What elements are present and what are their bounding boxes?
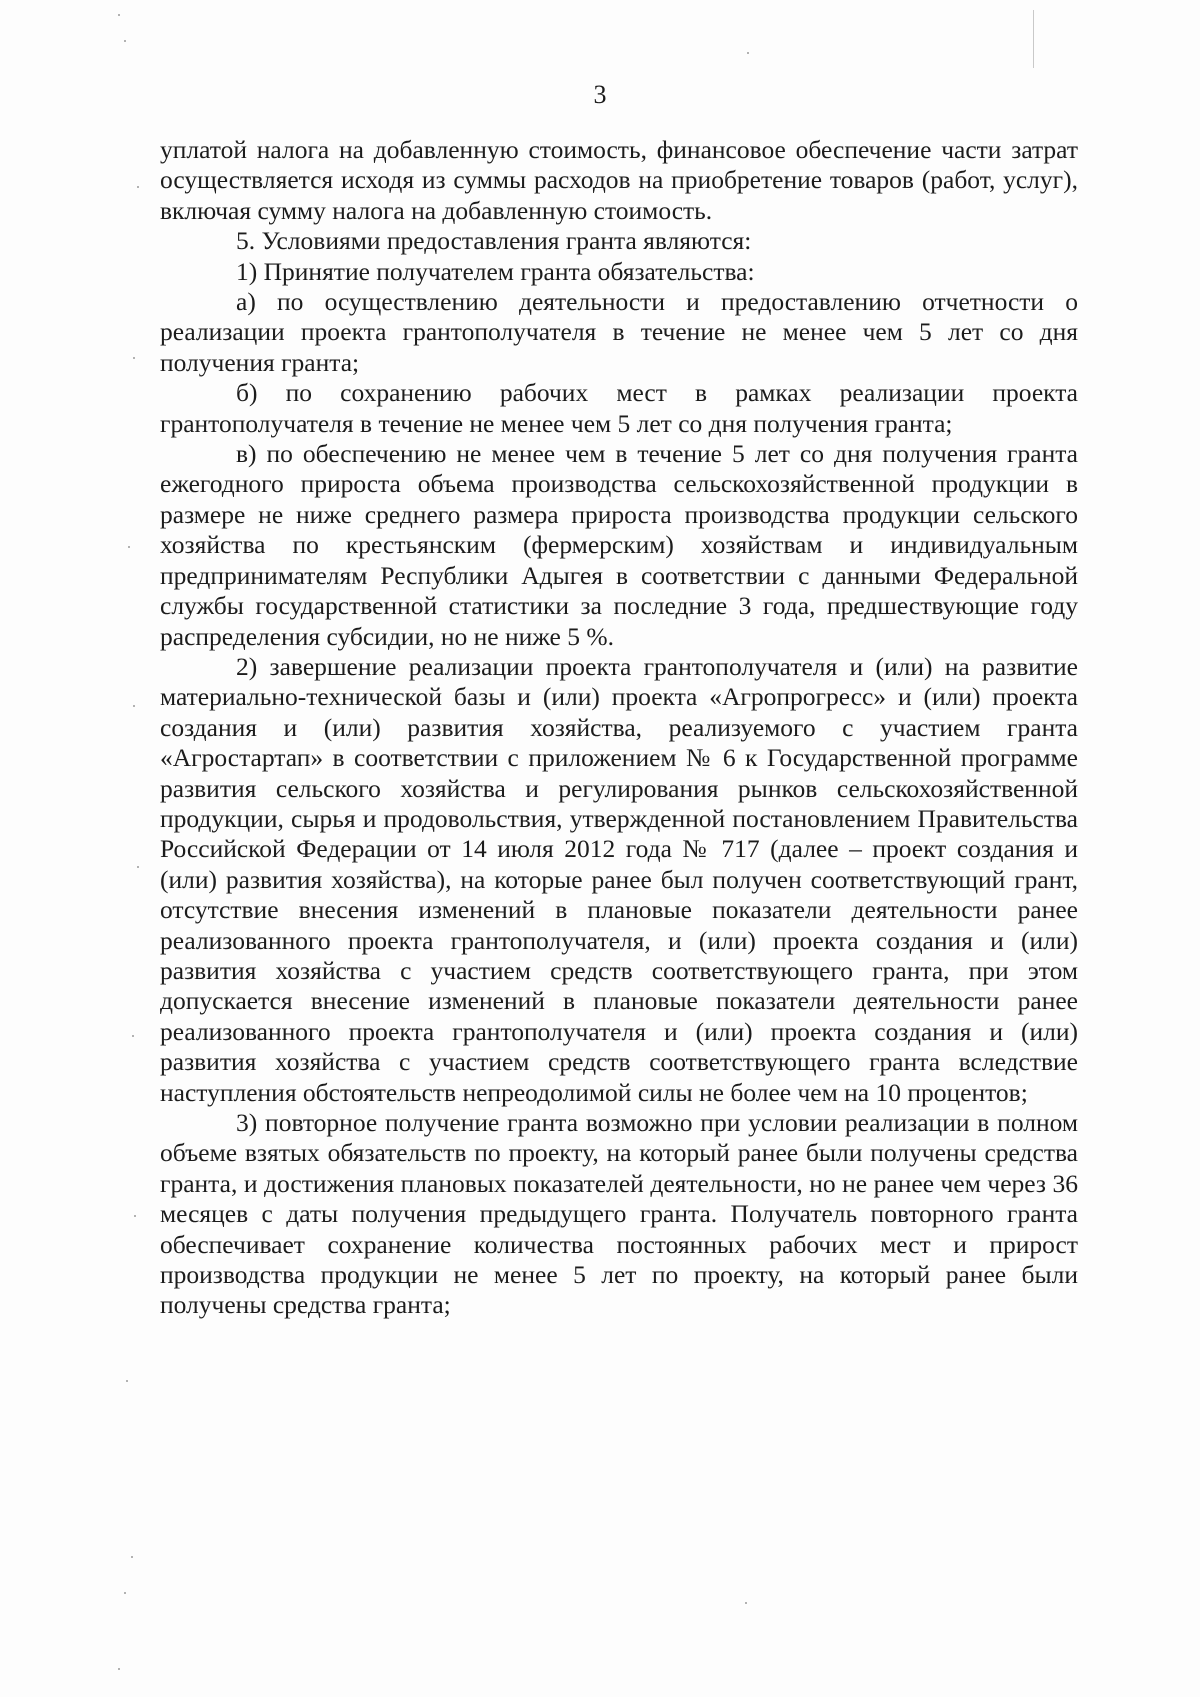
scan-speck [118, 14, 120, 16]
scan-speck [124, 40, 126, 42]
scan-speck [745, 1602, 747, 1604]
paragraph-item-1a: а) по осуществлению деятельности и предоставлению отчетности о реализации проекта грантополучателя в течение не менее чем 5 лет со дня получения гранта; [160, 287, 1078, 377]
paragraph-section-5-heading: 5. Условиями предоставления гранта являются: [236, 226, 752, 256]
paragraph-item-1v: в) по обеспечению не менее чем в течение 5 лет со дня получения гранта ежегодного прироста объема производства сельскохозяйственной продукции в размере не ниже среднего размера прироста производства продукции сельского хозяйства по крестьянским (фермерским) хозяйствам и индивидуальным предпринимателям Республики Адыгея в соответствии с данными Федеральной службы государственной статистики за последние 3 года, предшествующие году распределения субсидии, но не ниже 5 %. [160, 439, 1078, 651]
scan-speck [126, 1380, 128, 1382]
scan-speck [137, 186, 139, 188]
paragraph-item-3: 3) повторное получение гранта возможно при условии реализации в полном объеме взятых обязательств по проекту, на который ранее были получены средства гранта, и достижения плановых показателей деятельности, но не ранее чем через 36 месяцев с даты получения предыдущего гранта. Получатель повторного гранта обеспечивает сохранение количества постоянных рабочих мест и прирост производства продукции не менее 5 лет по проекту, на который ранее были получены средства гранта; [160, 1108, 1078, 1320]
scan-speck [131, 1556, 133, 1558]
scan-speck [134, 1215, 136, 1217]
scan-speck [128, 546, 130, 548]
scan-speck [133, 705, 135, 707]
scan-speck [118, 1668, 120, 1670]
document-body [160, 135, 1078, 1321]
paragraph-continuation: уплатой налога на добавленную стоимость, финансовое обеспечение части затрат осуществляется исходя из суммы расходов на приобретение товаров (работ, услуг), включая сумму налога на добавленную стоимость. [160, 135, 1078, 225]
page-number: 3 [593, 80, 607, 109]
scan-speck [747, 52, 749, 54]
paragraph-item-1: 1) Принятие получателем гранта обязательства: [236, 256, 755, 286]
scan-artifact-line [1033, 10, 1034, 68]
scan-speck [137, 866, 139, 868]
paragraph-item-1b: б) по сохранению рабочих мест в рамках реализации проекта грантополучателя в течение не менее чем 5 лет со дня получения гранта; [160, 378, 1078, 438]
paragraph-item-2: 2) завершение реализации проекта грантополучателя и (или) на развитие материально-технической базы и (или) проекта «Агропрогресс» и (или) проекта создания и (или) развития хозяйства, реализуемого с участием гранта «Агростартап» в соответствии с приложением № 6 к Государственной программе развития сельского хозяйства и регулирования рынков сельскохозяйственной продукции, сырья и продовольствия, утвержденной постановлением Правительства Российской Федерации от 14 июля 2012 года № 717 (далее – проект создания и (или) развития хозяйства), на которые ранее был получен соответствующий грант, отсутствие внесения изменений в плановые показатели деятельности ранее реализованного проекта грантополучателя, и (или) проекта создания и (или) развития хозяйства с участием средств соответствующего гранта, при этом допускается внесение изменений в плановые показатели деятельности ранее реализованного проекта грантополучателя и (или) проекта создания и (или) развития хозяйства с участием средств соответствующего гранта вследствие наступления обстоятельств непреодолимой силы не более чем на 10 процентов; [160, 651, 1078, 1107]
scan-speck [132, 1035, 134, 1037]
scan-speck [133, 357, 135, 359]
scan-speck [124, 1592, 126, 1594]
